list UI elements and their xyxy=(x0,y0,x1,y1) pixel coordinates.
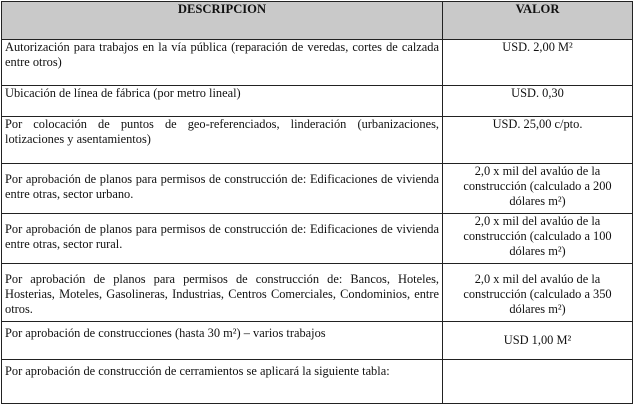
table-row xyxy=(2,164,633,214)
row-description: Por aprobación de construcción de cerramientos se aplicará la siguiente tabla: xyxy=(2,360,443,404)
row-description: Ubicación de línea de fábrica (por metro lineal) xyxy=(2,86,443,117)
row-value: 2,0 x mil del avalúo de la construcción (calculado a 200 dólares m²) xyxy=(443,164,633,214)
row-value xyxy=(443,360,633,404)
table-row xyxy=(2,360,633,404)
table-row xyxy=(2,214,633,264)
row-description: Por aprobación de planos para permisos de construcción de: Edificaciones de vivienda entre otras, sector rural. xyxy=(2,214,443,264)
row-description: Por aprobación de planos para permisos de construcción de: Edificaciones de vivienda entre otras, sector urbano. xyxy=(2,164,443,214)
header-row xyxy=(2,2,633,40)
row-description: Autorización para trabajos en la vía pública (reparación de veredas, cortes de calzada entre otros) xyxy=(2,40,443,86)
table-row xyxy=(2,40,633,86)
row-description: Por aprobación de planos para permisos de construcción de: Bancos, Hoteles, Hosterias, Moteles, Gasolineras, Industrias, Centros Comerciales, Condominios, entre otros. xyxy=(2,264,443,322)
row-value: USD 1,00 M² xyxy=(443,322,633,360)
header-description: DESCRIPCION xyxy=(2,2,443,40)
row-value: USD. 25,00 c/pto. xyxy=(443,117,633,164)
row-description: Por aprobación de construcciones (hasta 30 m²) – varios trabajos xyxy=(2,322,443,360)
row-value: USD. 2,00 M² xyxy=(443,40,633,86)
table-row xyxy=(2,117,633,164)
table-row xyxy=(2,322,633,360)
row-value: USD. 0,30 xyxy=(443,86,633,117)
row-value: 2,0 x mil del avalúo de la construcción (calculado a 100 dólares m²) xyxy=(443,214,633,264)
table-row xyxy=(2,86,633,117)
table-row xyxy=(2,264,633,322)
header-value: VALOR xyxy=(443,2,633,40)
row-description: Por colocación de puntos de geo-referenciados, linderación (urbanizaciones, lotizaciones y asentamientos) xyxy=(2,117,443,164)
fee-table xyxy=(1,1,633,404)
row-value: 2,0 x mil del avalúo de la construcción (calculado a 350 dólares m²) xyxy=(443,264,633,322)
